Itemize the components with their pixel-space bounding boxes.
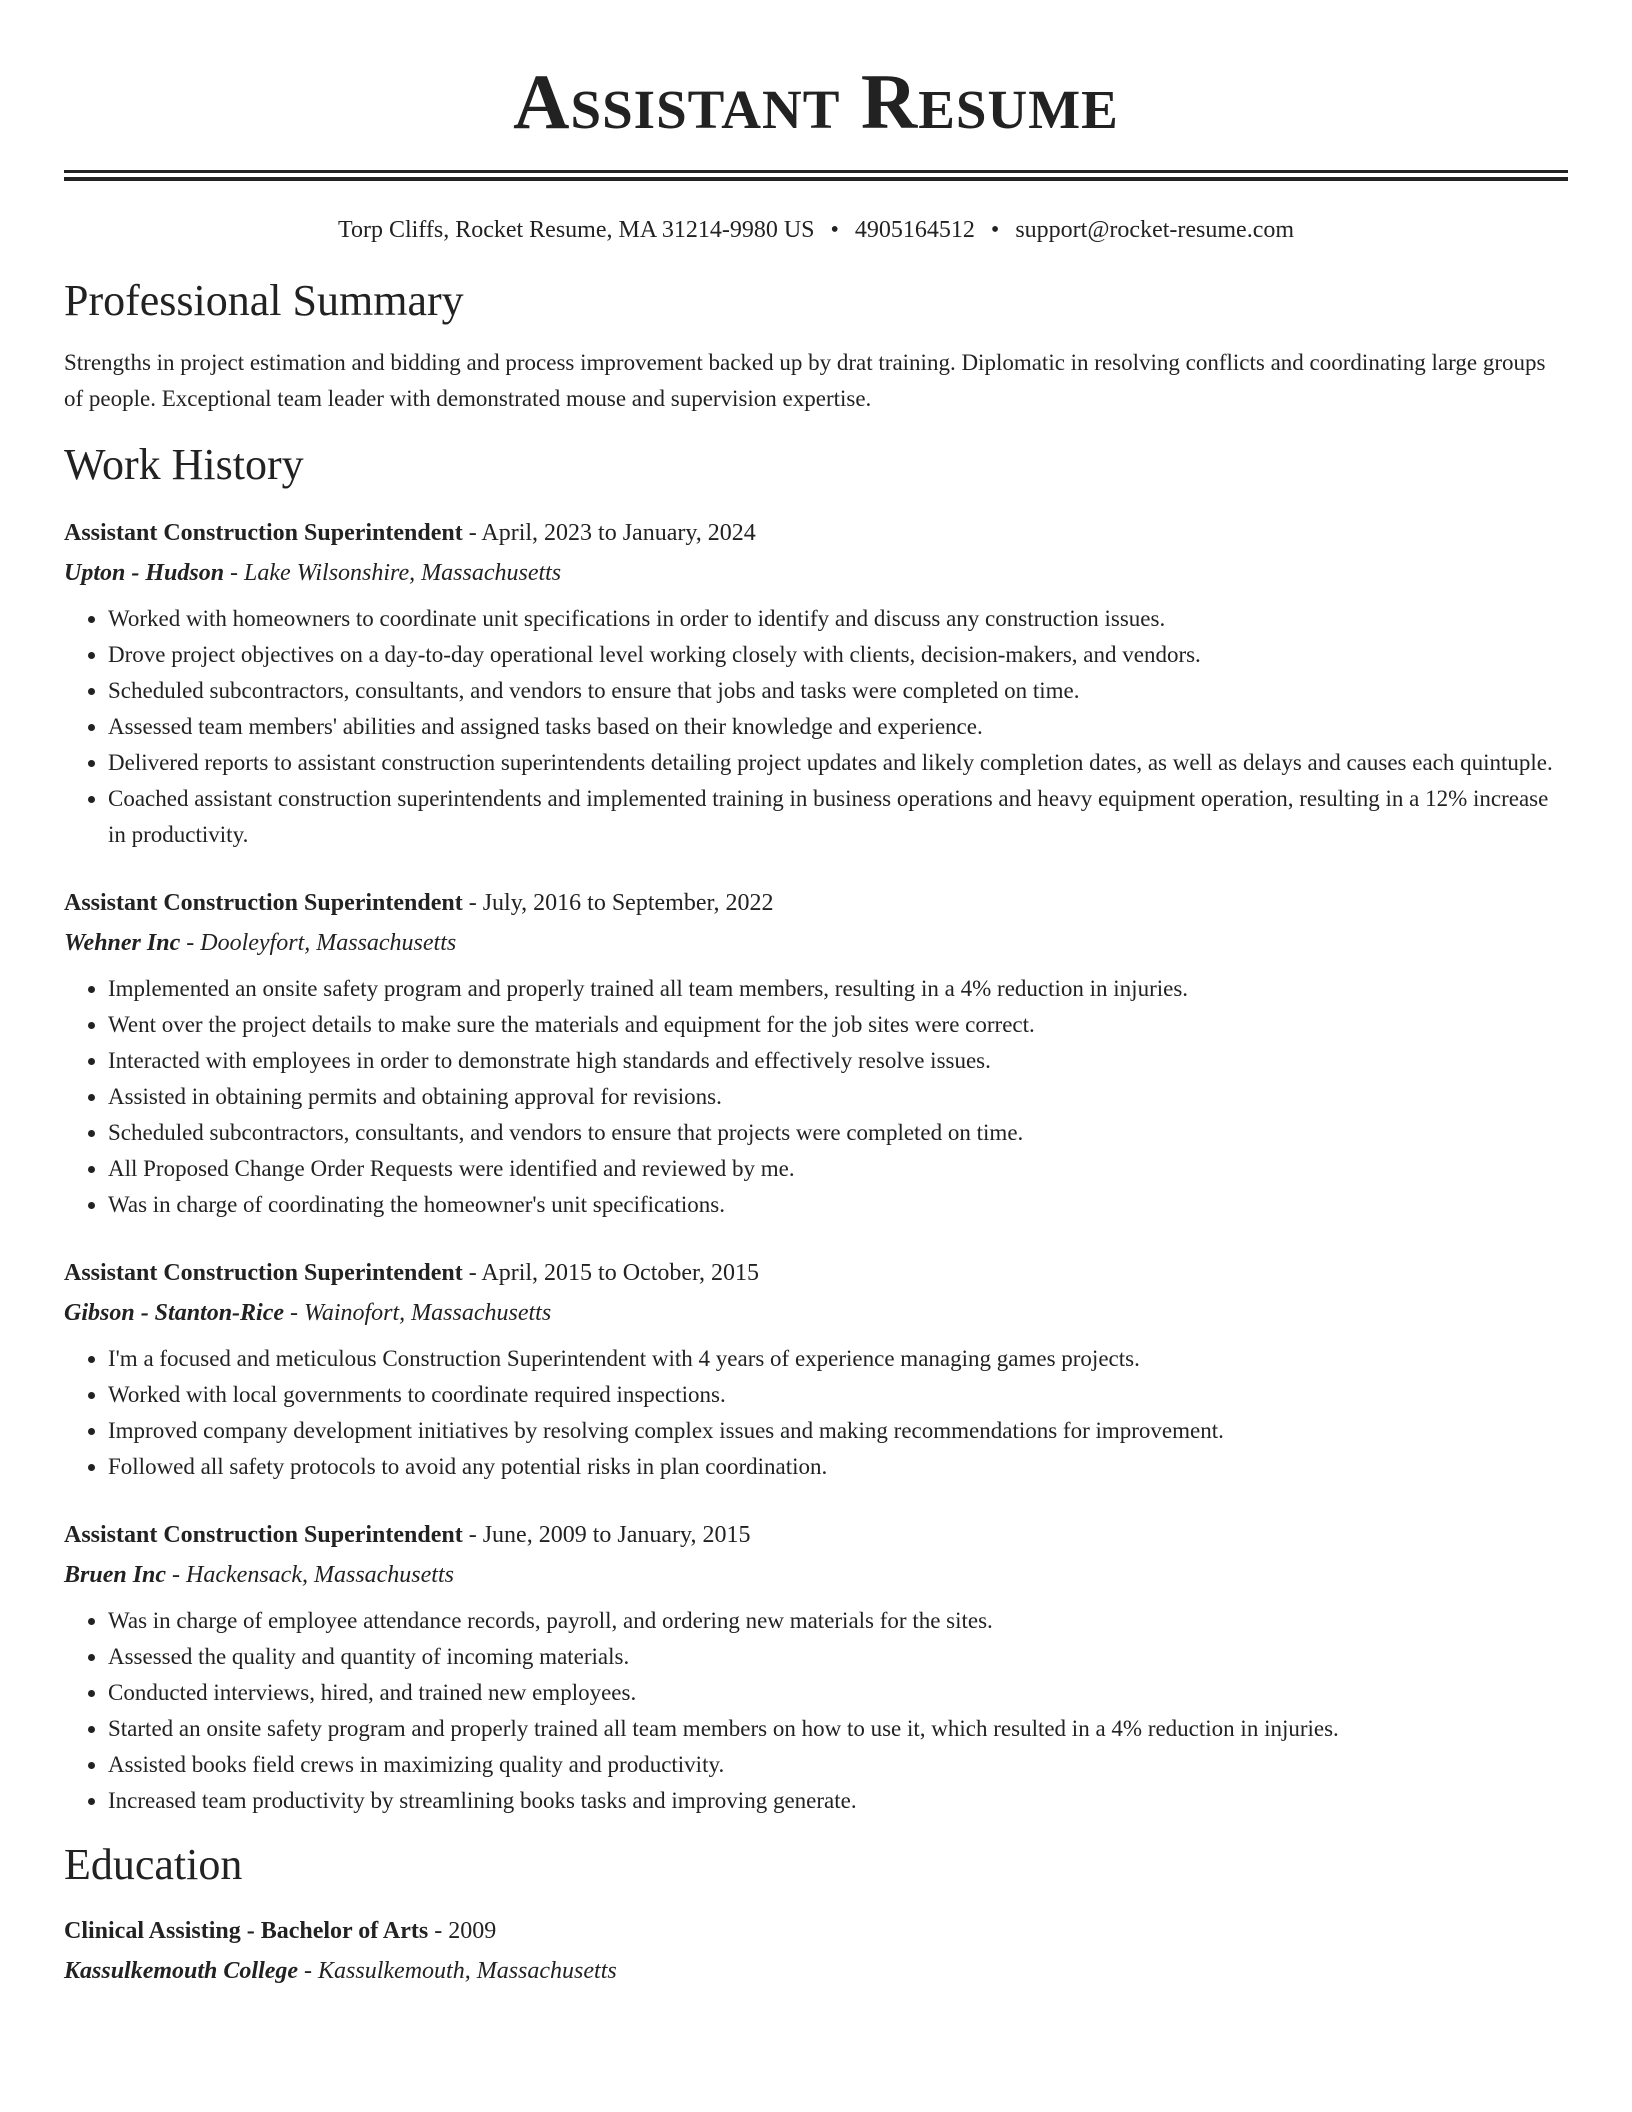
list-item: • Was in charge of employee attendance records, payroll, and ordering new materials for the sites. bbox=[108, 1603, 1568, 1639]
education-heading: Education bbox=[64, 1840, 243, 1889]
job-title: Assistant Construction Superintendent bbox=[64, 1522, 463, 1548]
list-item: • Improved company development initiatives by resolving complex issues and making recommendations for improvement. bbox=[108, 1413, 1568, 1449]
job-company-line bbox=[64, 1555, 1568, 1595]
education-school-line bbox=[64, 1951, 1568, 1991]
resume-title: Assistant Resume bbox=[513, 58, 1119, 145]
dash-separator: - bbox=[284, 1300, 305, 1326]
education-location: Kassulkemouth, Massachusetts bbox=[318, 1958, 617, 1984]
job-company: Gibson - Stanton-Rice bbox=[64, 1300, 285, 1326]
list-item: • Scheduled subcontractors, consultants, and vendors to ensure that projects were completed on time. bbox=[108, 1115, 1568, 1151]
job-header bbox=[64, 883, 1568, 923]
list-item: • Interacted with employees in order to demonstrate high standards and effectively resolve issues. bbox=[108, 1043, 1568, 1079]
job-bullets bbox=[64, 601, 1568, 853]
job-dates: April, 2023 to January, 2024 bbox=[481, 520, 756, 546]
contact-address: Torp Cliffs, Rocket Resume, MA 31214-9980 US bbox=[337, 217, 815, 243]
list-item: • I'm a focused and meticulous Construction Superintendent with 4 years of experience managing games projects. bbox=[108, 1341, 1568, 1377]
list-item: • Worked with homeowners to coordinate unit specifications in order to identify and discuss any construction issues. bbox=[108, 601, 1568, 637]
dash-separator: - bbox=[428, 1918, 449, 1944]
dash-separator: - bbox=[462, 890, 483, 916]
job-dates: July, 2016 to September, 2022 bbox=[482, 890, 774, 916]
list-item: • Drove project objectives on a day-to-day operational level working closely with clients, decision-makers, and vendors. bbox=[108, 637, 1568, 673]
list-item: • Went over the project details to make sure the materials and equipment for the job sites were correct. bbox=[108, 1007, 1568, 1043]
job-title: Assistant Construction Superintendent bbox=[64, 1260, 463, 1286]
job-company: Wehner Inc bbox=[64, 930, 181, 956]
summary-text: Strengths in project estimation and bidding and process improvement backed up by drat training. Diplomatic in resolving conflicts and coordinating large groups of people. Exceptional team leader with demonstrated mouse and supervision expertise. bbox=[64, 350, 1546, 411]
job-location: Dooleyfort, Massachusetts bbox=[200, 930, 457, 956]
job-bullets bbox=[64, 971, 1568, 1223]
list-item: • Scheduled subcontractors, consultants, and vendors to ensure that jobs and tasks were completed on time. bbox=[108, 673, 1568, 709]
job-company: Bruen Inc bbox=[64, 1562, 167, 1588]
dash-separator: - bbox=[224, 560, 245, 586]
job-location: Lake Wilsonshire, Massachusetts bbox=[244, 560, 562, 586]
list-item: • Coached assistant construction superintendents and implemented training in business operations and heavy equipment operation, resulting in a 12% increase in productivity. bbox=[108, 781, 1568, 853]
job-company-line bbox=[64, 1293, 1568, 1333]
job-header bbox=[64, 1253, 1568, 1293]
dash-separator: - bbox=[298, 1958, 319, 1984]
job-bullets bbox=[64, 1341, 1568, 1485]
list-item: • Followed all safety protocols to avoid any potential risks in plan coordination. bbox=[108, 1449, 1568, 1485]
dash-separator: - bbox=[462, 520, 482, 546]
job-header bbox=[64, 1515, 1568, 1555]
dash-separator: - bbox=[462, 1260, 482, 1286]
list-item: • Delivered reports to assistant construction superintendents detailing project updates and likely completion dates, as well as delays and causes each quintuple. bbox=[108, 745, 1568, 781]
contact-line bbox=[64, 215, 1568, 245]
education-entry bbox=[64, 1911, 1568, 1991]
job-location: Hackensack, Massachusetts bbox=[186, 1562, 454, 1588]
job-entry bbox=[64, 1253, 1568, 1485]
dash-separator: - bbox=[180, 930, 201, 956]
job-header bbox=[64, 513, 1568, 553]
job-title: Assistant Construction Superintendent bbox=[64, 890, 463, 916]
job-title: Assistant Construction Superintendent bbox=[64, 520, 463, 546]
job-dates: June, 2009 to January, 2015 bbox=[482, 1522, 751, 1548]
job-company-line bbox=[64, 923, 1568, 963]
list-item: • Assisted books field crews in maximizing quality and productivity. bbox=[108, 1747, 1568, 1783]
dash-separator: - bbox=[166, 1562, 187, 1588]
job-bullets bbox=[64, 1603, 1568, 1819]
list-item: • Implemented an onsite safety program and properly trained all team members, resulting in a 4% reduction in injuries. bbox=[108, 971, 1568, 1007]
summary-heading: Professional Summary bbox=[64, 276, 464, 325]
contact-email: support@rocket-resume.com bbox=[1015, 217, 1295, 243]
job-company: Upton - Hudson bbox=[64, 560, 225, 586]
list-item: • Assessed team members' abilities and assigned tasks based on their knowledge and experience. bbox=[108, 709, 1568, 745]
education-year: 2009 bbox=[448, 1918, 497, 1944]
list-item: • All Proposed Change Order Requests were identified and reviewed by me. bbox=[108, 1151, 1568, 1187]
education-header bbox=[64, 1911, 1568, 1951]
job-location: Wainofort, Massachusetts bbox=[304, 1300, 552, 1326]
list-item: • Conducted interviews, hired, and trained new employees. bbox=[108, 1675, 1568, 1711]
list-item: • Increased team productivity by streamlining books tasks and improving generate. bbox=[108, 1783, 1568, 1819]
education-school: Kassulkemouth College bbox=[64, 1958, 299, 1984]
list-item: • Assisted in obtaining permits and obtaining approval for revisions. bbox=[108, 1079, 1568, 1115]
work-history-heading: Work History bbox=[64, 440, 304, 489]
title-divider bbox=[64, 170, 1568, 181]
job-entry bbox=[64, 1515, 1568, 1819]
list-item: • Was in charge of coordinating the homeowner's unit specifications. bbox=[108, 1187, 1568, 1223]
job-dates: April, 2015 to October, 2015 bbox=[481, 1260, 760, 1286]
contact-phone: 4905164512 bbox=[854, 217, 975, 243]
dash-separator: - bbox=[462, 1522, 483, 1548]
job-company-line bbox=[64, 553, 1568, 593]
education-degree: Clinical Assisting - Bachelor of Arts bbox=[64, 1918, 429, 1944]
list-item: • Started an onsite safety program and properly trained all team members on how to use it, which resulted in a 4% reduction in injuries. bbox=[108, 1711, 1568, 1747]
list-item: • Worked with local governments to coordinate required inspections. bbox=[108, 1377, 1568, 1413]
contact-separator: • bbox=[990, 217, 1000, 243]
job-entry bbox=[64, 883, 1568, 1223]
list-item: • Assessed the quality and quantity of incoming materials. bbox=[108, 1639, 1568, 1675]
contact-separator: • bbox=[830, 217, 839, 243]
job-entry bbox=[64, 513, 1568, 853]
